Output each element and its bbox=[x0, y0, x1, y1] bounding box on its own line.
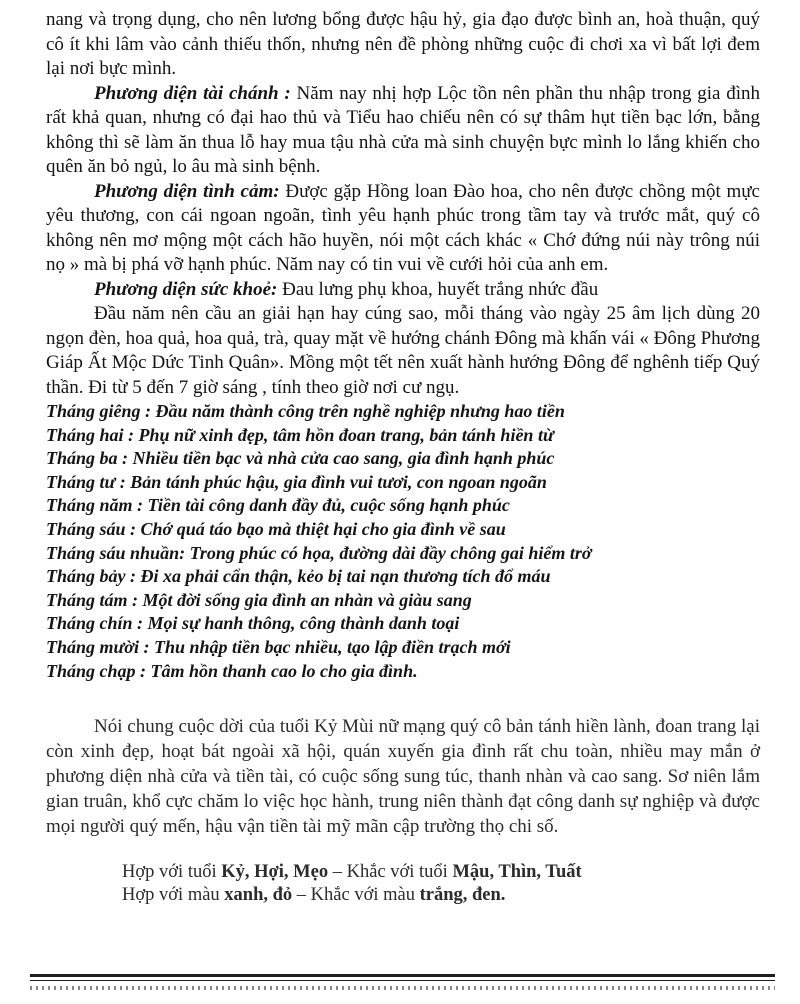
month-line: Tháng ba : Nhiều tiền bạc và nhà cửa cao sang, gia đình hạnh phúc bbox=[46, 448, 555, 469]
health-text: Đau lưng phụ khoa, huyết trắng nhức đầu bbox=[277, 278, 599, 300]
finance-text: Năm nay nhị hợp Lộc tồn nên phần thu nhập trong gia đình rất khả quan, nhưng có đại hao thủ và Tiểu hao chiếu nên có sự thâm hụt tiền bạc lớn, bằng không thì sẽ làm ăn thua lỗ hay mua tậu nhà cửa mà sinh chuyện bực mình lo lắng khiến cho quên ăn bỏ ngủ, lo âu mà sinh bệnh. bbox=[46, 82, 761, 177]
month-line: Tháng chạp : Tâm hồn thanh cao lo cho gia đình. bbox=[46, 660, 418, 681]
summary-paragraph: Nói chung cuộc dời của tuổi Kỷ Mùi nữ mạng quý cô bản tánh hiền lành, đoan trang lại còn xinh đẹp, hoạt bát ngoài xã hội, quán xuyến gia đình rất chu toàn, nhiều may mắn ở phương diện nhà cửa và tiền tài, có cuộc sống sung túc, thanh nhàn và cao sang. Sơ niên lắm gian truân, khổ cực chăm lo việc học hành, trung niên thành đạt công danh sự nghiệp và được mọi người quý mến, hậu vận tiền tài mỹ mãn cập trường thọ chi số. bbox=[46, 716, 760, 838]
compatible-colors: xanh, đỏ bbox=[224, 885, 293, 906]
document-page bbox=[46, 8, 760, 907]
month-line: Tháng mười : Thu nhập tiền bạc nhiều, tạo lập điền trạch mới bbox=[46, 636, 511, 657]
compatible-ages: Kỷ, Hợi, Mẹo bbox=[221, 862, 329, 883]
month-line: Tháng hai : Phụ nữ xinh đẹp, tâm hồn đoan trang, bản tánh hiền từ bbox=[46, 424, 554, 445]
month-line: Tháng sáu nhuần: Trong phúc có họa, đường dài đầy chông gai hiểm trở bbox=[46, 542, 592, 563]
finance-heading: Phương diện tài chánh : bbox=[94, 82, 291, 104]
love-paragraph bbox=[46, 180, 760, 278]
health-heading: Phương diện sức khoẻ: bbox=[94, 278, 278, 300]
compatibility-block bbox=[46, 861, 760, 907]
incompatible-ages: Mậu, Thìn, Tuất bbox=[452, 862, 582, 883]
month-line: Tháng năm : Tiền tài công danh đầy đủ, cuộc sống hạnh phúc bbox=[46, 495, 510, 516]
month-line: Tháng sáu : Chớ quá táo bạo mà thiệt hại cho gia đình về sau bbox=[46, 518, 506, 539]
compat-label: Hợp với tuổi bbox=[122, 862, 222, 883]
love-text: Được gặp Hồng loan Đào hoa, cho nên được chồng một mực yêu thương, con cái ngoan ngoãn, tình yêu hạnh phúc trong tầm tay và trước mắt, quý cô không nên mơ mộng một cách hão huyền, nói một cách khác « Chớ đứng núi này trông núi nọ » mà bị phá vỡ hạnh phúc. Năm nay có tin vui về cưới hỏi của anh em. bbox=[46, 180, 760, 275]
ritual-paragraph: Đầu năm nên cầu an giải hạn hay cúng sao, mỗi tháng vào ngày 25 âm lịch dùng 20 ngọn đèn, hoa quả, hoa quả, trà, quay mặt về hướng chánh Đông mà khấn vái « Đông Phương Giáp Ất Mộc Dức Tinh Quân». Mồng một tết nên xuất hành hướng Đông để nghênh tiếp Quý thần. Đi từ 5 đến 7 giờ sáng , tính theo giờ nơi cư ngụ. bbox=[46, 303, 760, 398]
intro-paragraph: nang và trọng dụng, cho nên lương bổng được hậu hỷ, gia đạo được bình an, hoà thuận, quý cô ít khi lâm vào cảnh thiếu thốn, nhưng nên đề phòng những cuộc đi chơi xa vì bất lợi đem lại nơi bực mình. bbox=[46, 9, 760, 79]
compat-label: – Khắc với màu bbox=[292, 885, 420, 906]
compatible-colors-line bbox=[122, 884, 760, 907]
monthly-forecast-list bbox=[46, 400, 760, 683]
incompatible-colors: trắng, đen. bbox=[419, 885, 506, 906]
month-line: Tháng tư : Bản tánh phúc hậu, gia đình vui tươi, con ngoan ngoãn bbox=[46, 471, 547, 492]
footer-dotted-border bbox=[30, 986, 775, 990]
month-line: Tháng giêng : Đầu năm thành công trên nghề nghiệp nhưng hao tiền bbox=[46, 401, 565, 421]
footer-divider-thin bbox=[30, 980, 775, 981]
month-line: Tháng bảy : Đi xa phải cẩn thận, kẻo bị tai nạn thương tích đổ máu bbox=[46, 566, 551, 587]
love-heading: Phương diện tình cảm: bbox=[94, 180, 280, 202]
month-line: Tháng tám : Một đời sống gia đình an nhàn và giàu sang bbox=[46, 589, 472, 610]
finance-paragraph bbox=[46, 82, 760, 180]
month-line: Tháng chín : Mọi sự hanh thông, công thành danh toại bbox=[46, 613, 460, 634]
compat-label: – Khắc với tuổi bbox=[328, 862, 453, 883]
health-paragraph bbox=[46, 278, 760, 303]
footer-divider bbox=[30, 974, 775, 977]
compat-label: Hợp với màu bbox=[122, 885, 225, 906]
compatible-ages-line bbox=[122, 861, 760, 884]
